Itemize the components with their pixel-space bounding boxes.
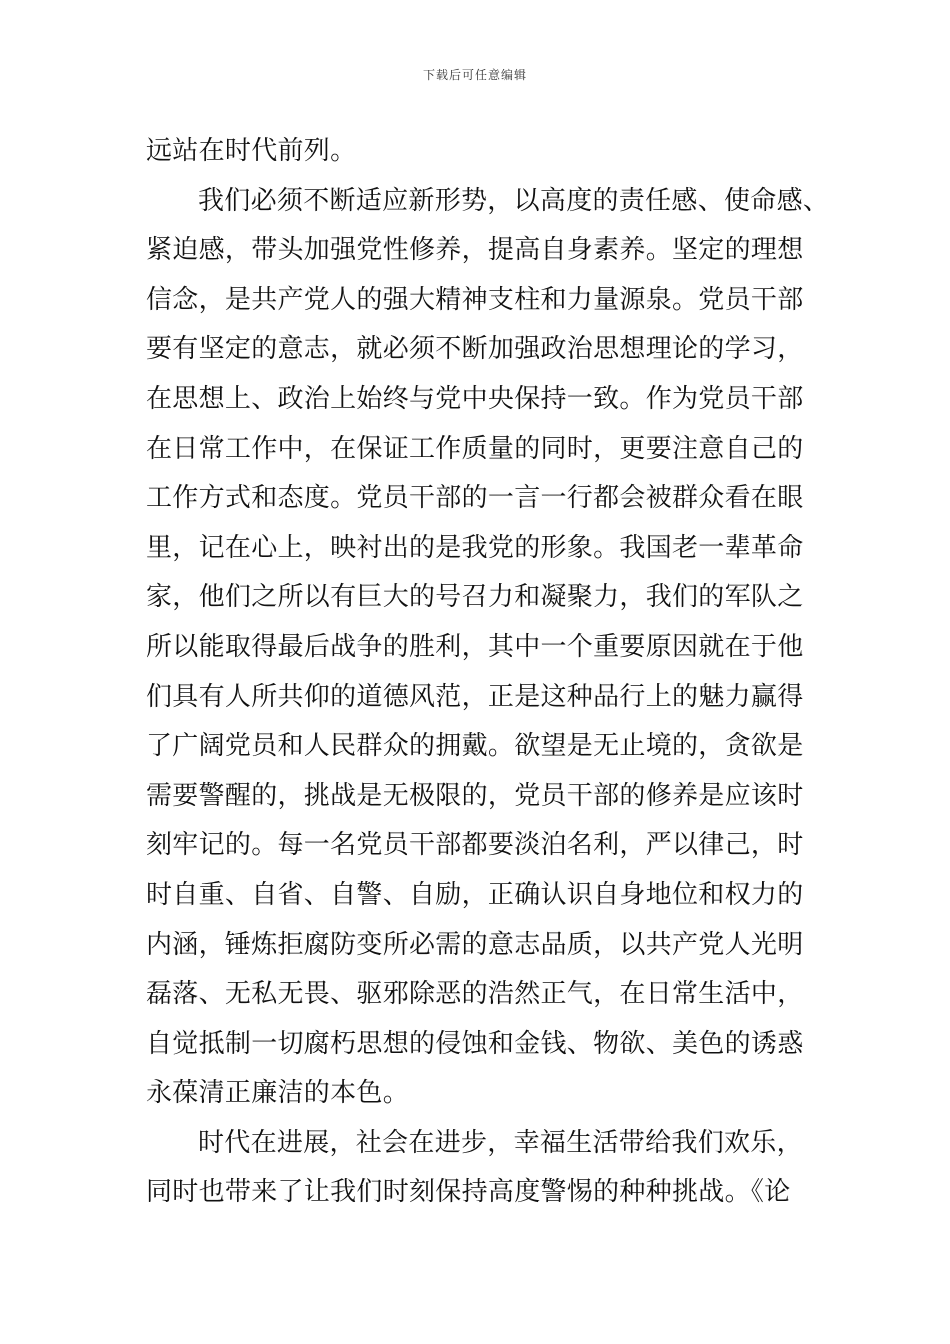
text-line: 永葆清正廉洁的本色。 [146, 1078, 410, 1109]
text-line: 了广阔党员和人民群众的拥戴。欲望是无止境的，贪欲是 [146, 731, 804, 762]
text-line: 我们必须不断适应新形势，以高度的责任感、使命感、 [198, 185, 830, 216]
text-line: 在日常工作中，在保证工作质量的同时，更要注意自己的 [146, 433, 804, 464]
text-line: 信念，是共产党人的强大精神支柱和力量源泉。党员干部 [146, 284, 804, 315]
text-line: 磊落、无私无畏、驱邪除恶的浩然正气，在日常生活中， [146, 979, 804, 1010]
text-line: 们具有人所共仰的道德风范，正是这种品行上的魅力赢得 [146, 681, 804, 712]
text-line: 需要警醒的，挑战是无极限的，党员干部的修养是应该时 [146, 780, 804, 811]
text-line: 远站在时代前列。 [146, 136, 357, 166]
body-text [146, 127, 830, 1218]
text-line: 时代在进展，社会在进步，幸福生活带给我们欢乐， [198, 1127, 803, 1158]
text-line: 紧迫感，带头加强党性修养，提高自身素养。坚定的理想 [146, 235, 804, 266]
text-line: 内涵，锤炼拒腐防变所必需的意志品质，以共产党人光明 [146, 929, 804, 960]
text-line: 同时也带来了让我们时刻保持高度警惕的种种挑战。《论 [146, 1177, 791, 1208]
text-line: 工作方式和态度。党员干部的一言一行都会被群众看在眼 [146, 483, 804, 514]
text-line: 自觉抵制一切腐朽思想的侵蚀和金钱、物欲、美色的诱惑 [146, 1028, 804, 1059]
text-line: 家，他们之所以有巨大的号召力和凝聚力，我们的军队之 [146, 582, 804, 613]
text-line: 在思想上、政治上始终与党中央保持一致。作为党员干部 [146, 383, 804, 414]
text-line: 刻牢记的。每一名党员干部都要淡泊名利，严以律己，时 [146, 830, 804, 861]
page-header: 下载后可任意编辑 [422, 68, 527, 82]
text-line: 时自重、自省、自警、自励，正确认识自身地位和权力的 [146, 879, 804, 910]
text-line: 所以能取得最后战争的胜利，其中一个重要原因就在于他 [146, 631, 804, 662]
text-line: 要有坚定的意志，就必须不断加强政治思想理论的学习， [146, 334, 804, 365]
text-line: 里，记在心上，映衬出的是我党的形象。我国老一辈革命 [146, 532, 804, 563]
